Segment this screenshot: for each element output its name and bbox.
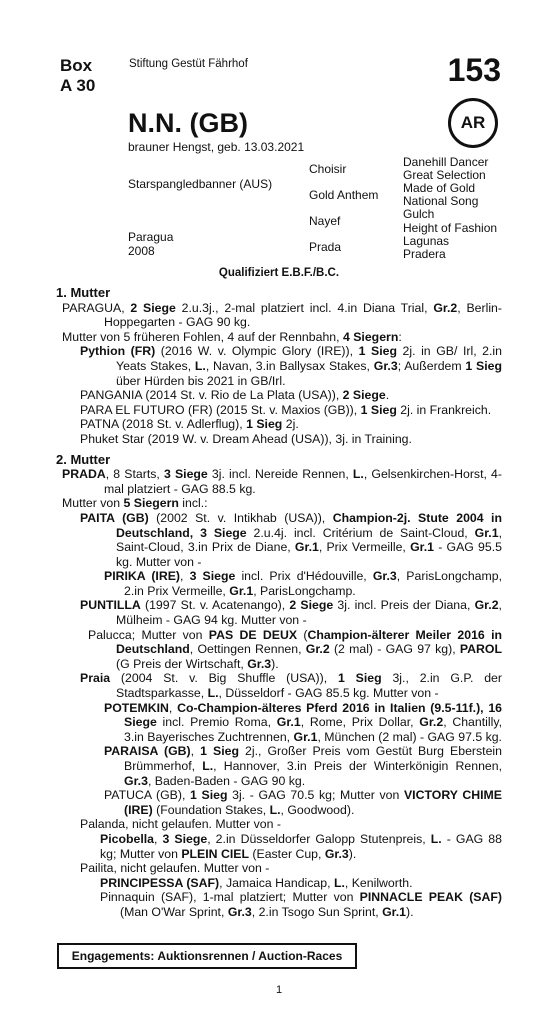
pedigree-gen3: Pradera: [403, 247, 446, 261]
produce-record: PARAISA (GB), 1 Sieg 2j., Großer Preis vom Gestüt Burg Eberstein Brümmerhof, L., Hannover, 3.in Preis der Winterkönigin Rennen, Gr.3, Baden-Baden - GAG 90 kg.: [104, 744, 503, 788]
produce-record: Pinnaquin (SAF), 1-mal platziert; Mutter von PINNACLE PEAK (SAF) (Man O'War Sprint, Gr.3, 2.in Tsogo Sun Sprint, Gr.1).: [100, 890, 502, 919]
produce-record: Phuket Star (2019 W. v. Dream Ahead (USA)), 3j. in Training.: [80, 431, 412, 446]
pedigree-dam-year: 2008: [128, 244, 155, 258]
dam-record: PRADA, 8 Starts, 3 Siege 3j. incl. Nereide Rennen, L., Gelsenkirchen-Horst, 4-mal platziert - GAG 88.5 kg.: [62, 467, 502, 496]
produce-record: PRINCIPESSA (SAF), Jamaica Handicap, L., Kenilworth.: [100, 875, 413, 890]
produce-record: PATNA (2018 St. v. Adlerflug), 1 Sieg 2j.: [80, 417, 299, 432]
dam-record: PARAGUA, 2 Siege 2.u.3j., 2-mal platziert incl. 4.in Diana Trial, Gr.2, Berlin-Hoppegarten - GAG 90 kg.: [62, 300, 502, 330]
ar-badge-icon: AR: [448, 98, 498, 148]
pedigree-gen3: Gulch: [403, 207, 435, 221]
produce-record: Pythion (FR) (2016 W. v. Olympic Glory (IRE)), 1 Sieg 2j. in GB/ Irl, 2.in Yeats Stakes, L., Navan, 3.in Ballysax Stakes, Gr.3; Außerdem 1 Sieg über Hürden bis 2021 in GB/Irl.: [80, 344, 502, 388]
horse-name: N.N. (GB): [128, 108, 248, 138]
engagements-box: Engagements: Auktionsrennen / Auction-Races: [57, 943, 357, 969]
pedigree-gen3: Made of Gold: [403, 181, 476, 195]
pedigree-gen3: Great Selection: [403, 168, 486, 182]
pedigree-gen2: Choisir: [309, 162, 347, 176]
produce-summary: Mutter von 5 früheren Fohlen, 4 auf der Rennbahn, 4 Siegern:: [62, 329, 402, 344]
pedigree-gen2: Gold Anthem: [309, 188, 379, 202]
dam-records: [56, 284, 502, 920]
produce-record: POTEMKIN, Co-Champion-älteres Pferd 2016 in Italien (9.5-11f.), 16 Siege incl. Premio Roma, Gr.1, Rome, Prix Dollar, Gr.2, Chantilly, 3.in Bayerisches Zuchtrennen, Gr.1, München (2 mal) - GAG 97.5 kg.: [104, 700, 502, 744]
horse-description: brauner Hengst, geb. 13.03.2021: [128, 140, 305, 154]
produce-record: PAITA (GB) (2002 St. v. Intikhab (USA)), Champion-2j. Stute 2004 in Deutschland, 3 Siege 2.u.4j. incl. Critérium de Saint-Cloud, Gr.1, Saint-Cloud, 3.in Prix de Diane, Gr.1, Prix Vermeille, Gr.1 - GAG 95.5 kg. Mutter von -: [80, 510, 502, 569]
produce-summary: Mutter von 5 Siegern incl.:: [62, 496, 208, 511]
section-heading-first-dam: 1. Mutter: [56, 285, 111, 300]
qualification: Qualifiziert E.B.F./B.C.: [218, 267, 340, 279]
section-heading-second-dam: 2. Mutter: [56, 451, 111, 467]
page-number: 1: [275, 984, 283, 996]
box-number: Box A 30: [60, 56, 96, 95]
breeder-name: Stiftung Gestüt Fährhof: [129, 58, 248, 70]
produce-record: PARA EL FUTURO (FR) (2015 St. v. Maxios (GB)), 1 Sieg 2j. in Frankreich.: [80, 402, 492, 417]
pedigree-gen3: Danehill Dancer: [403, 155, 489, 169]
produce-record: PANGANIA (2014 St. v. Rio de La Plata (USA)), 2 Siege.: [80, 388, 390, 403]
pedigree-gen3: Lagunas: [403, 234, 450, 248]
produce-record: PIRIKA (IRE), 3 Siege incl. Prix d'Hédouville, Gr.3, ParisLongchamp, 2.in Prix Vermeille, Gr.1, ParisLongchamp.: [104, 569, 503, 598]
pedigree-gen2: Nayef: [309, 214, 341, 228]
produce-record: Praia (2004 St. v. Big Shuffle (USA)), 1 Sieg 3j., 2.in G.P. der Stadtsparkasse, L., Düsseldorf - GAG 85.5 kg. Mutter von -: [80, 671, 502, 701]
produce-record: PUNTILLA (1997 St. v. Acatenango), 2 Siege 3j. incl. Preis der Diana, Gr.2, Mülheim - GAG 94 kg. Mutter von -: [80, 598, 502, 628]
produce-record: Palanda, nicht gelaufen. Mutter von -: [80, 817, 281, 832]
pedigree-gen2: Prada: [309, 240, 342, 254]
lot-number: 153: [447, 52, 501, 88]
pedigree-dam: Paragua: [128, 230, 174, 244]
produce-record: Palucca; Mutter von PAS DE DEUX (Champion-älterer Meiler 2016 in Deutschland, Oettingen Rennen, Gr.2 (2 mal) - GAG 97 kg), PAROL (G Preis der Wirtschaft, Gr.3).: [88, 627, 503, 671]
pedigree-gen3: National Song: [403, 194, 479, 208]
pedigree-sire: Starspangledbanner (AUS): [128, 177, 273, 191]
produce-record: PATUCA (GB), 1 Sieg 3j. - GAG 70.5 kg; Mutter von VICTORY CHIME (IRE) (Foundation Stakes, L., Goodwood).: [104, 788, 502, 817]
produce-record: Pailita, nicht gelaufen. Mutter von -: [80, 861, 270, 876]
produce-record: Picobella, 3 Siege, 2.in Düsseldorfer Galopp Stutenpreis, L. - GAG 88 kg; Mutter von PLEIN CIEL (Easter Cup, Gr.3).: [100, 831, 502, 861]
pedigree-gen3: Height of Fashion: [403, 221, 498, 235]
